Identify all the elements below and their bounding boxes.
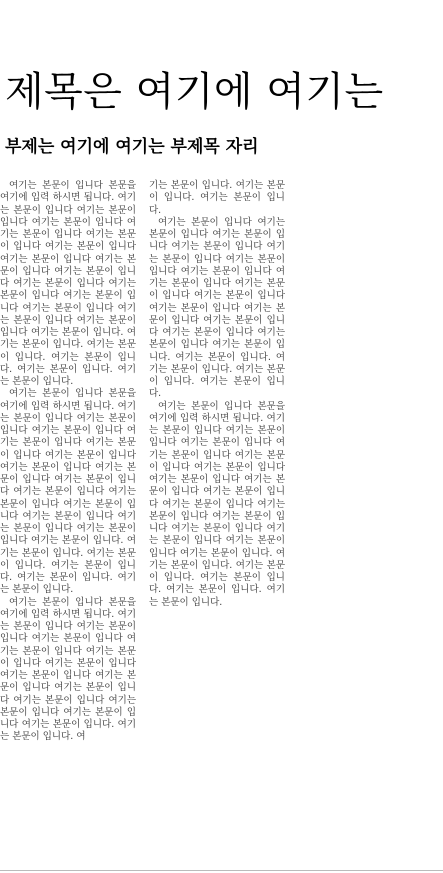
body-paragraph: 여기는 본문이 입니다 본문을 여기에 입력 하시면 됩니다. 여기는 본문이 입니다 여기는 본문이 입니다 여기는 본문이 입니다 여기는 본문이 입니다 여기는 본문이 입니다 여기는 본문이 입니다 여기는 본문이 입니다 여기는 본문이 입니다 여기는 본문이 입니다 여기는 본문이 입니다 여기는 본문이 입니다 여기는 본문이 입니다 여기는 본문이 입니다 여기는 본문이 입니다 여기는 본문이 입니다 여기는 본문이 입니다. 여기는 본문이 입니다. 여기는 본문이 입니다. 여기는 본문이 입니다. 여기는 본문이 입니다. 여기는 본문이 입니다. — [0, 180, 136, 387]
body-column-right — [149, 180, 285, 609]
page-subtitle: 부제는 여기에 여기는 부제목 자리 — [5, 137, 259, 157]
body-paragraph: 여기는 본문이 입니다 본문을 여기에 입력 하시면 됩니다. 여기는 본문이 입니다 여기는 본문이 입니다 여기는 본문이 입니다 여기는 본문이 입니다 여기는 본문이 입니다 여기는 본문이 입니다 여기는 본문이 입니다 여기는 본문이 입니다 여기는 본문이 입니다 여기는 본문이 입니다 여기는 본문이 입니다 여기는 본문이 입니다 여기는 본문이 입니다. 여기는 본문이 입니다. 여 — [0, 596, 136, 743]
body-column-left — [0, 180, 136, 848]
body-paragraph: 여기는 본문이 입니다 여기는 본문이 입니다 여기는 본문이 입니다 여기는 본문이 입니다 여기는 본문이 입니다 여기는 본문이 입니다 여기는 본문이 입니다 여기는 본문이 입니다 여기는 본문이 입니다 여기는 본문이 입니다 여기는 본문이 입니다 여기는 본문이 입니다 여기는 본문이 입니다 여기는 본문이 입니다 여기는 본문이 입니다 여기는 본문이 입니다. 여기는 본문이 입니다. 여기는 본문이 입니다. 여기는 본문이 입니다. 여기는 본문이 입니다. — [149, 216, 285, 400]
page-title: 제목은 여기에 여기는 — [5, 69, 384, 115]
page-bottom-divider — [0, 870, 443, 871]
body-paragraph: 여기는 본문이 입니다 본문을 여기에 입력 하시면 됩니다. 여기는 본문이 입니다 여기는 본문이 입니다 여기는 본문이 입니다 여기는 본문이 입니다 여기는 본문이 입니다 여기는 본문이 입니다 여기는 본문이 입니다 여기는 본문이 입니다 여기는 본문이 입니다 여기는 본문이 입니다 여기는 본문이 입니다 여기는 본문이 입니다 여기는 본문이 입니다 여기는 본문이 입니다 여기는 본문이 입니다 여기는 본문이 입니다. 여기는 본문이 입니다. 여기는 본문이 입니다. 여기는 본문이 입니다. 여기는 본문이 입니다. 여기는 본문이 입니다. — [0, 388, 136, 596]
body-paragraph: 여기는 본문이 입니다 본문을 여기에 입력 하시면 됩니다. 여기는 본문이 입니다 여기는 본문이 입니다 여기는 본문이 입니다 여기는 본문이 입니다 여기는 본문이 입니다 여기는 본문이 입니다 여기는 본문이 입니다 여기는 본문이 입니다 여기는 본문이 입니다 여기는 본문이 입니다 여기는 본문이 입니다 여기는 본문이 입니다 여기는 본문이 입니다 여기는 본문이 입니다 여기는 본문이 입니다 여기는 본문이 입니다. 여기는 본문이 입니다. 여기는 본문이 입니다. 여기는 본문이 입니다. 여기는 본문이 입니다. 여기는 본문이 입니다. — [149, 400, 285, 608]
body-paragraph-continued: 기는 본문이 입니다. 여기는 본문이 입니다. 여기는 본문이 입니다. — [149, 180, 285, 216]
